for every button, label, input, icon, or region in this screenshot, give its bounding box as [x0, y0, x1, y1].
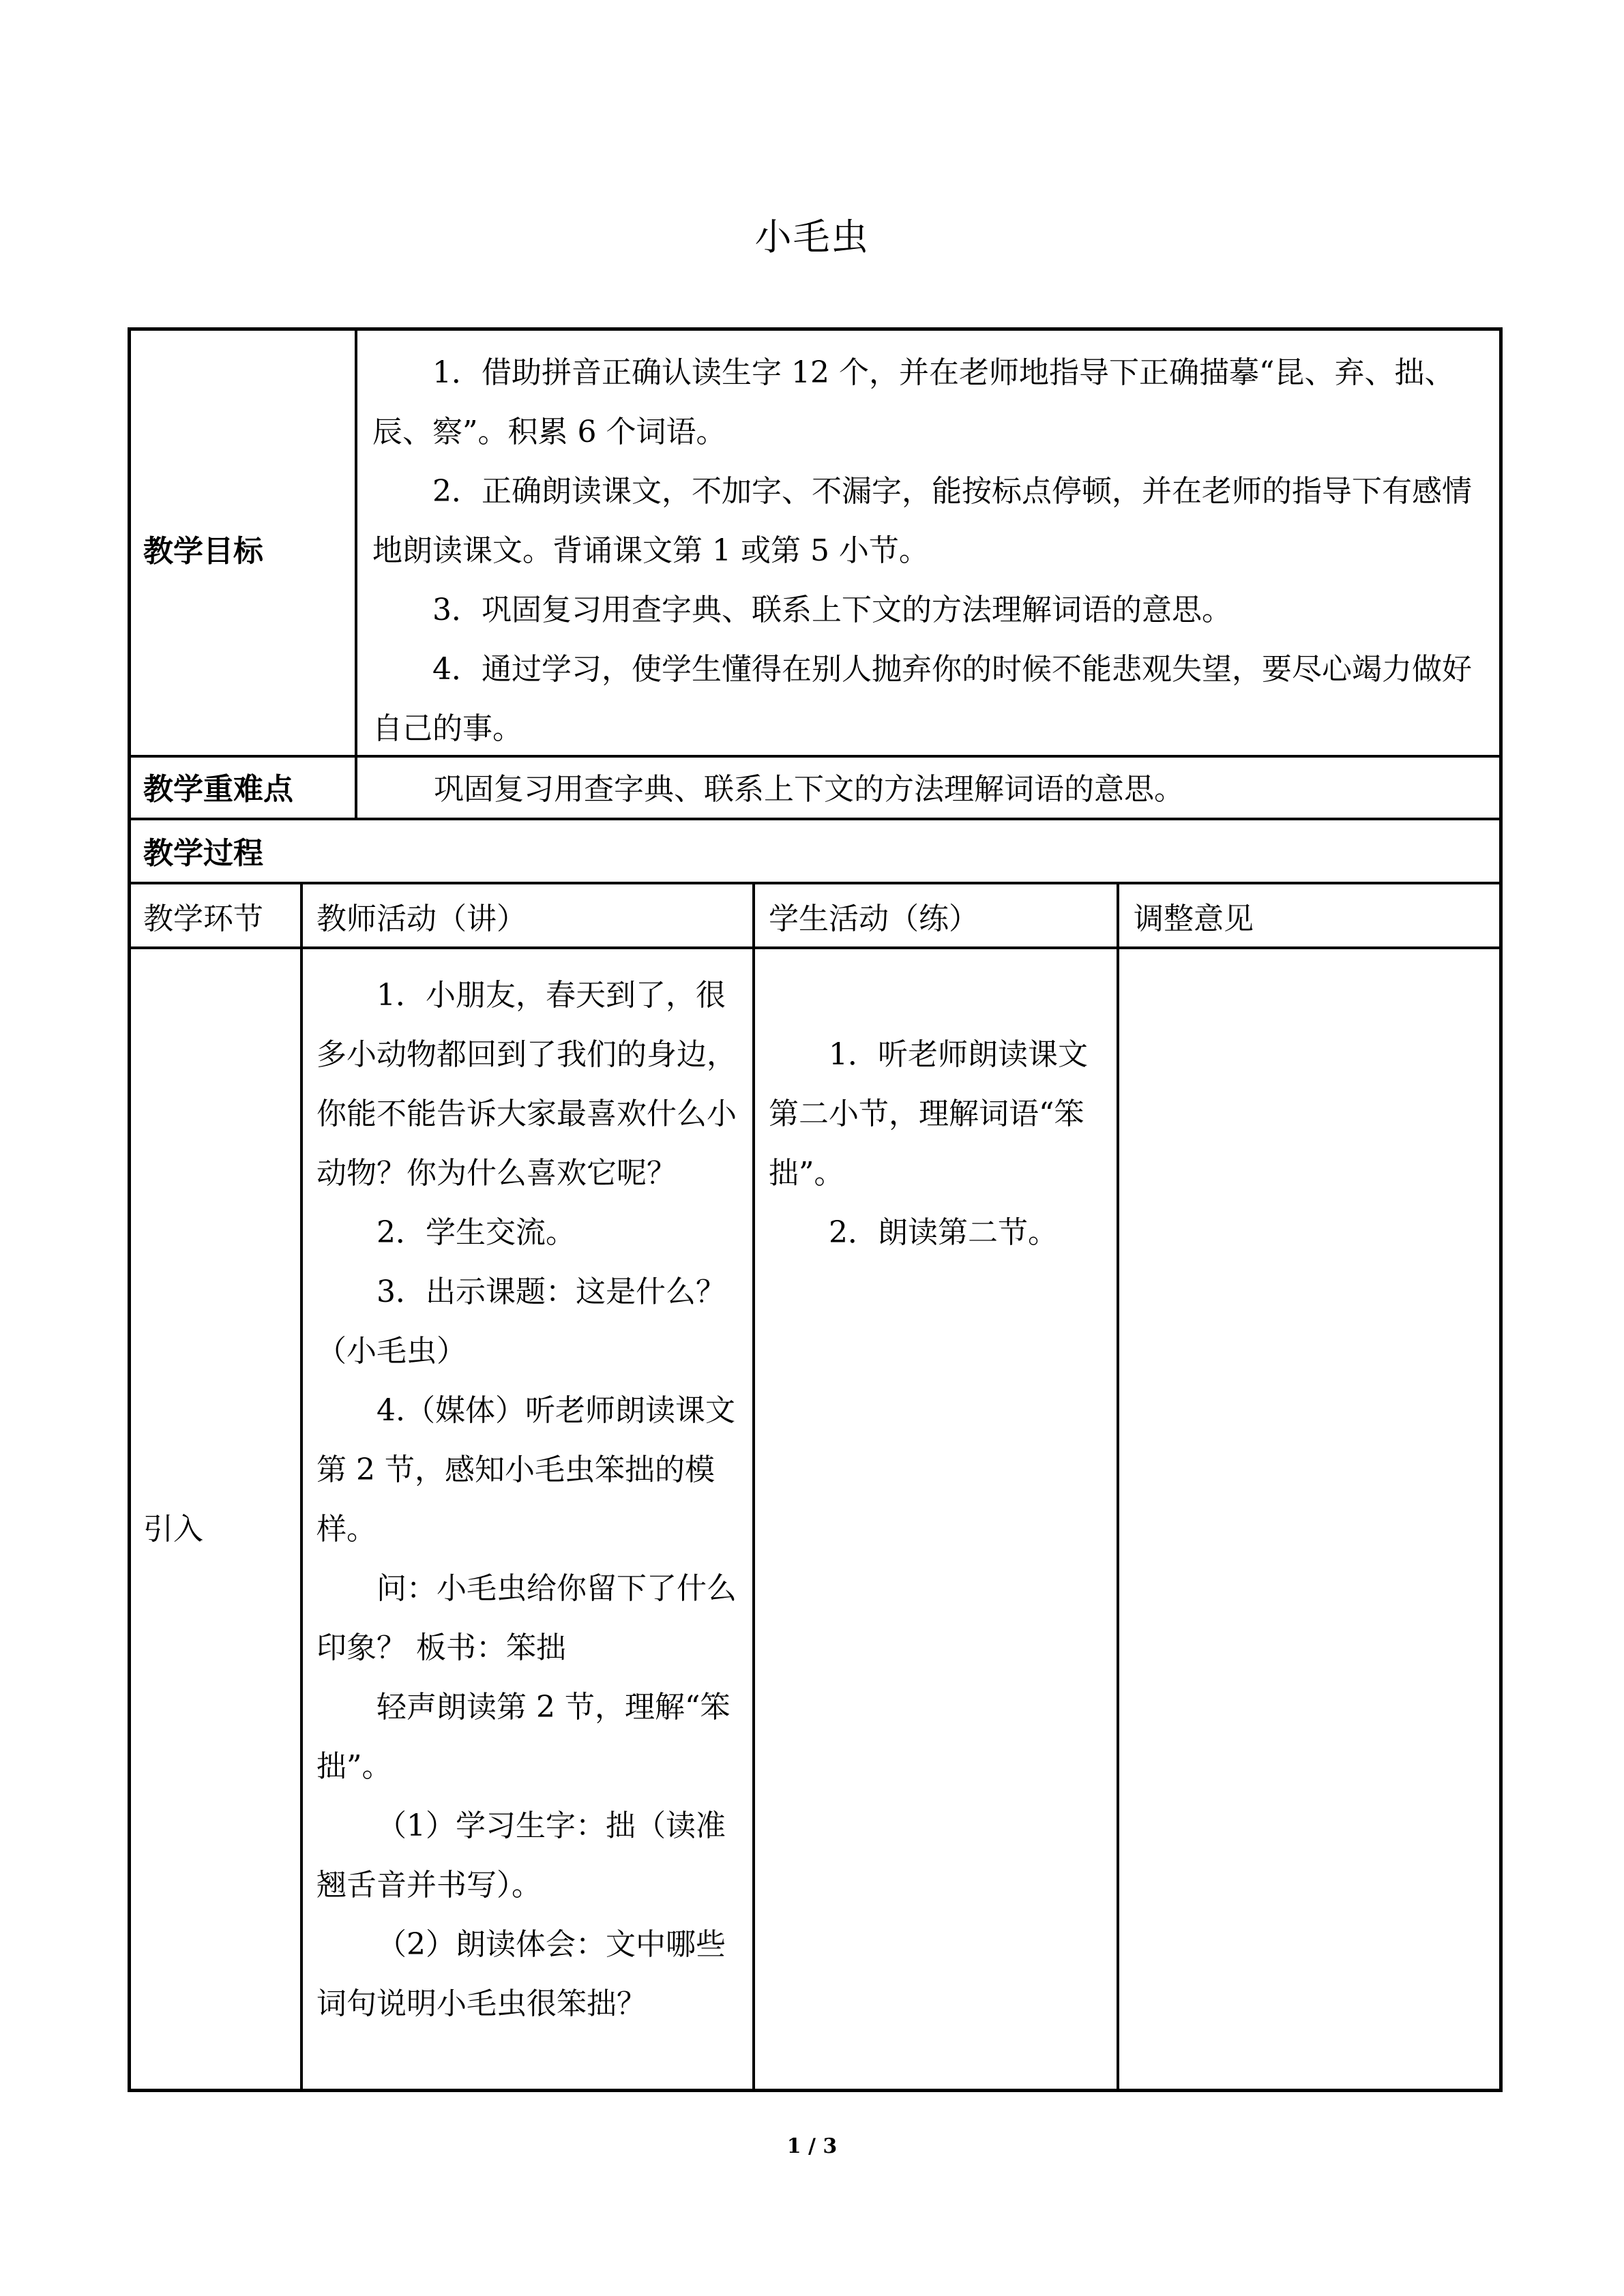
col-divider-top [355, 327, 357, 820]
stage-intro: 引入 [143, 1512, 203, 1547]
key-points-text: 巩固复习用查字典、联系上下文的方法理解词语的意思。 [434, 772, 1184, 807]
page-number: 1 / 3 [786, 2134, 838, 2158]
page-title: 小毛虫 [754, 215, 870, 258]
row-divider-keypoints [128, 818, 1503, 820]
student-activity [769, 1025, 1110, 1262]
key-points-label: 教学重难点 [143, 772, 293, 807]
teacher-step: 轻声朗读第 2 节，理解“笨拙”。 [316, 1690, 730, 1784]
table-border-left [128, 327, 131, 2092]
row-divider-headers [128, 946, 1503, 949]
teacher-step: （1）学习生字：拙（读准翘舌音并书写）。 [316, 1808, 726, 1903]
student-step: 1．听老师朗读课文第二小节，理解词语“笨拙”。 [769, 1037, 1088, 1191]
row-divider-process [128, 882, 1503, 884]
teacher-step: 问：小毛虫给你留下了什么印象？ 板书：笨拙 [316, 1571, 737, 1665]
col-divider-student [1117, 882, 1119, 2092]
header-student: 学生活动（练） [769, 901, 979, 936]
student-step: 2．朗读第二节。 [829, 1215, 1058, 1250]
objective-item: 4．通过学习，使学生懂得在别人抛弃你的时候不能悲观失望，要尽心竭力做好自己的事。 [372, 652, 1472, 746]
objectives-label: 教学目标 [143, 534, 263, 569]
table-border-right [1499, 327, 1503, 2092]
objectives-list [372, 343, 1483, 758]
teacher-step: 2．学生交流。 [377, 1215, 576, 1250]
table-border-bottom [128, 2089, 1503, 2092]
objective-item: 2．正确朗读课文，不加字、不漏字，能按标点停顿，并在老师的指导下有感情地朗读课文。背诵课文第 1 或第 5 小节。 [372, 474, 1472, 568]
col-divider-teacher [752, 882, 755, 2092]
objective-item: 1．借助拼音正确认读生字 12 个，并在老师地指导下正确描摹“昆、弃、拙、辰、察”。积累 6 个词语。 [372, 355, 1455, 449]
teacher-step: 3．出示课题：这是什么？（小毛虫） [316, 1274, 726, 1369]
header-stage: 教学环节 [143, 901, 263, 936]
teacher-step: （2）朗读体会：文中哪些词句说明小毛虫很笨拙？ [316, 1927, 726, 2021]
header-teacher: 教师活动（讲） [316, 901, 527, 936]
objective-item: 3．巩固复习用查字典、联系上下文的方法理解词语的意思。 [432, 593, 1232, 627]
process-label: 教学过程 [143, 836, 263, 871]
col-divider-stage [300, 882, 303, 2092]
teacher-activity [316, 966, 737, 2033]
table-border-top [128, 327, 1503, 331]
teacher-step: 1．小朋友，春天到了，很多小动物都回到了我们的身边，你能不能告诉大家最喜欢什么小动物？你为什么喜欢它呢？ [316, 978, 737, 1191]
header-adjust: 调整意见 [1134, 901, 1254, 936]
teacher-step: 4.（媒体）听老师朗读课文第 2 节，感知小毛虫笨拙的模样。 [316, 1393, 735, 1547]
